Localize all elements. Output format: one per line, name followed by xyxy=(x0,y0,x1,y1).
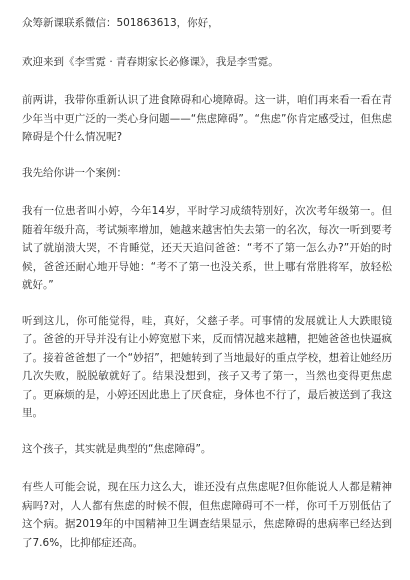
intro-paragraph: 前两讲，我带你重新认识了进食障碍和心境障碍。这一讲，咱们再来看一看在青少年当中更广泛的一类心身问题——“焦虑障碍”。“焦虑”你肯定感受过，但焦虑障碍是个什么情况呢? xyxy=(22,94,392,143)
welcome-line: 欢迎来到《李雪霓 · 青春期家长必修课》，我是李雪霓。 xyxy=(22,55,279,68)
case-lead-in: 我先给你讲一个案例： xyxy=(22,166,127,179)
prevalence-paragraph: 有些人可能会说，现在压力这么大，谁还没有点焦虑呢?但你能说人人都是精神病吗?对，人人都有焦虑的时候不假，但焦虑障碍可不一样，你可千万别低估了这个病。据2019年的中国精神卫生调查结果显示，焦虑障碍的患病率已经达到了7.6%，比抑郁症还高。 xyxy=(22,481,392,549)
contact-line: 众筹新课联系微信：501863613，你好， xyxy=(22,17,219,29)
case-development-paragraph: 听到这儿，你可能觉得，哇，真好，父慈子孝。可事情的发展就让人大跌眼镜了。爸爸的开导并没有让小婷宽慰下来，反而情况越来越糟，把她爸爸也快逼疯了。接着爸爸想了一个“妙招”，把她转到了当地最好的重点学校，想着让她经历几次失败，脱脱敏就好了。结果没想到，孩子又考了第一，当然也变得更焦虑了。更麻烦的是，小婷还因此患上了厌食症，身体也不行了，最后被送到了我这里。 xyxy=(22,314,392,419)
case-conclusion: 这个孩子，其实就是典型的“焦虑障碍”。 xyxy=(22,442,212,455)
case-paragraph: 我有一位患者叫小婷，今年14岁，平时学习成绩特别好，次次考年级第一。但随着年级升高，考试频率增加，她越来越害怕失去第一的名次，每次一听到要考试了就崩溃大哭，不肯睡觉，还天天追问爸爸：“考不了第一怎么办?”开始的时候，爸爸还耐心地开导她：“考不了第一也没关系，世上哪有常胜将军，放轻松就好。” xyxy=(22,205,392,291)
